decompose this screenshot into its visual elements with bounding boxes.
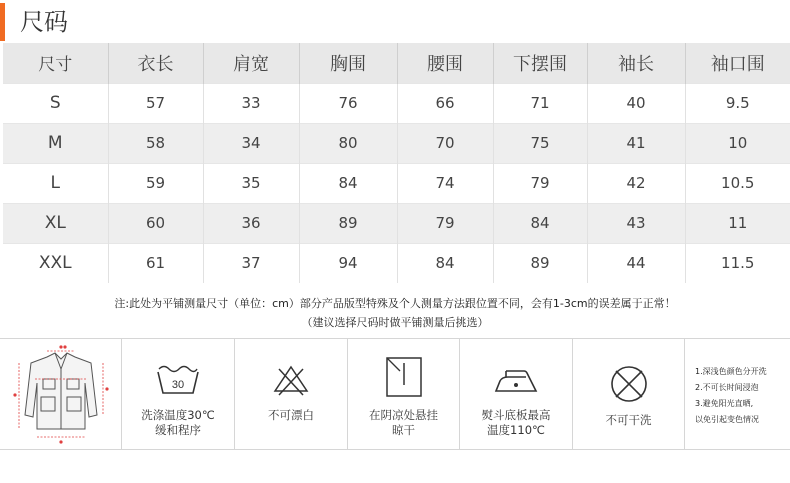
table-cell: 43 — [587, 203, 685, 243]
shirt-diagram — [0, 339, 121, 449]
tip-item: 3.避免阳光直晒, — [695, 399, 754, 408]
title-accent-bar — [0, 3, 5, 41]
table-cell: 41 — [587, 123, 685, 163]
measurement-note — [0, 294, 790, 332]
iron-caption-1: 熨斗底板最高 — [481, 408, 551, 422]
wash-caption-1: 洗涤温度30℃ — [141, 408, 215, 422]
no-bleach-caption: 不可漂白 — [268, 408, 314, 422]
table-cell: 33 — [203, 83, 299, 123]
table-row — [3, 83, 790, 123]
care-shade-dry — [347, 339, 459, 449]
table-cell: 76 — [299, 83, 397, 123]
table-cell: 40 — [587, 83, 685, 123]
care-no-bleach — [234, 339, 347, 449]
tip-item: 以免引起变色情况 — [695, 415, 759, 424]
table-cell: 59 — [108, 163, 203, 203]
table-cell: 80 — [299, 123, 397, 163]
table-cell: XL — [3, 203, 108, 243]
no-bleach-icon — [271, 361, 311, 397]
table-cell: 84 — [299, 163, 397, 203]
care-iron — [459, 339, 572, 449]
table-cell: 84 — [493, 203, 587, 243]
table-cell: 79 — [397, 203, 493, 243]
table-cell: 94 — [299, 243, 397, 283]
table-cell: 71 — [493, 83, 587, 123]
table-cell: M — [3, 123, 108, 163]
table-cell: 42 — [587, 163, 685, 203]
table-cell: 66 — [397, 83, 493, 123]
table-cell: 44 — [587, 243, 685, 283]
tip-item: 2.不可长时间浸泡 — [695, 383, 759, 392]
iron-caption-2: 温度110℃ — [487, 423, 545, 437]
table-cell: 10 — [685, 123, 790, 163]
page-title: 尺码 — [20, 8, 68, 36]
table-cell: 89 — [493, 243, 587, 283]
note-line-1: 注:此处为平铺测量尺寸（单位：cm）部分产品版型特殊及个人测量方法跟位置不同，会有1-3cm的误差属于正常！ — [114, 297, 676, 310]
table-cell: XXL — [3, 243, 108, 283]
table-cell: 35 — [203, 163, 299, 203]
size-table — [3, 43, 790, 283]
shade-dry-caption-2: 晾干 — [392, 423, 415, 437]
table-row — [3, 163, 790, 203]
table-cell: 74 — [397, 163, 493, 203]
header-length: 衣长 — [108, 43, 203, 83]
shade-dry-caption-1: 在阴凉处悬挂 — [369, 408, 438, 422]
table-row — [3, 203, 790, 243]
header-size: 尺寸 — [3, 43, 108, 83]
header-sleeve: 袖长 — [587, 43, 685, 83]
table-cell: L — [3, 163, 108, 203]
care-tips — [684, 339, 790, 449]
table-cell: 75 — [493, 123, 587, 163]
table-cell: 58 — [108, 123, 203, 163]
wash-30-icon — [156, 361, 200, 397]
header-shoulder: 肩宽 — [203, 43, 299, 83]
wash-caption-2: 缓和程序 — [155, 423, 201, 437]
header-cuff: 袖口围 — [685, 43, 790, 83]
header-hem: 下摆围 — [493, 43, 587, 83]
table-cell: 61 — [108, 243, 203, 283]
iron-icon — [492, 361, 540, 397]
svg-text:30: 30 — [171, 379, 185, 391]
table-cell: 79 — [493, 163, 587, 203]
table-cell: 60 — [108, 203, 203, 243]
table-cell: 11 — [685, 203, 790, 243]
table-cell: 37 — [203, 243, 299, 283]
table-row — [3, 243, 790, 283]
care-no-dry-clean — [572, 339, 684, 449]
table-cell: 9.5 — [685, 83, 790, 123]
care-instructions — [0, 338, 790, 450]
table-cell: 89 — [299, 203, 397, 243]
table-cell: S — [3, 83, 108, 123]
table-row — [3, 123, 790, 163]
title-bar — [0, 0, 790, 40]
table-cell: 84 — [397, 243, 493, 283]
table-cell: 36 — [203, 203, 299, 243]
tip-item: 1.深浅色颜色分开洗 — [695, 367, 767, 376]
table-cell: 70 — [397, 123, 493, 163]
no-dry-clean-icon — [608, 363, 650, 405]
table-cell: 10.5 — [685, 163, 790, 203]
header-chest: 胸围 — [299, 43, 397, 83]
header-waist: 腰围 — [397, 43, 493, 83]
note-line-2: （建议选择尺码时做平铺测量后挑选） — [301, 316, 489, 329]
care-wash — [121, 339, 234, 449]
shade-hang-dry-icon — [384, 355, 424, 399]
table-header-row — [3, 43, 790, 83]
shirt-measure-icon — [11, 343, 111, 447]
no-dry-clean-caption: 不可干洗 — [605, 413, 652, 427]
table-cell: 57 — [108, 83, 203, 123]
table-cell: 11.5 — [685, 243, 790, 283]
table-cell: 34 — [203, 123, 299, 163]
